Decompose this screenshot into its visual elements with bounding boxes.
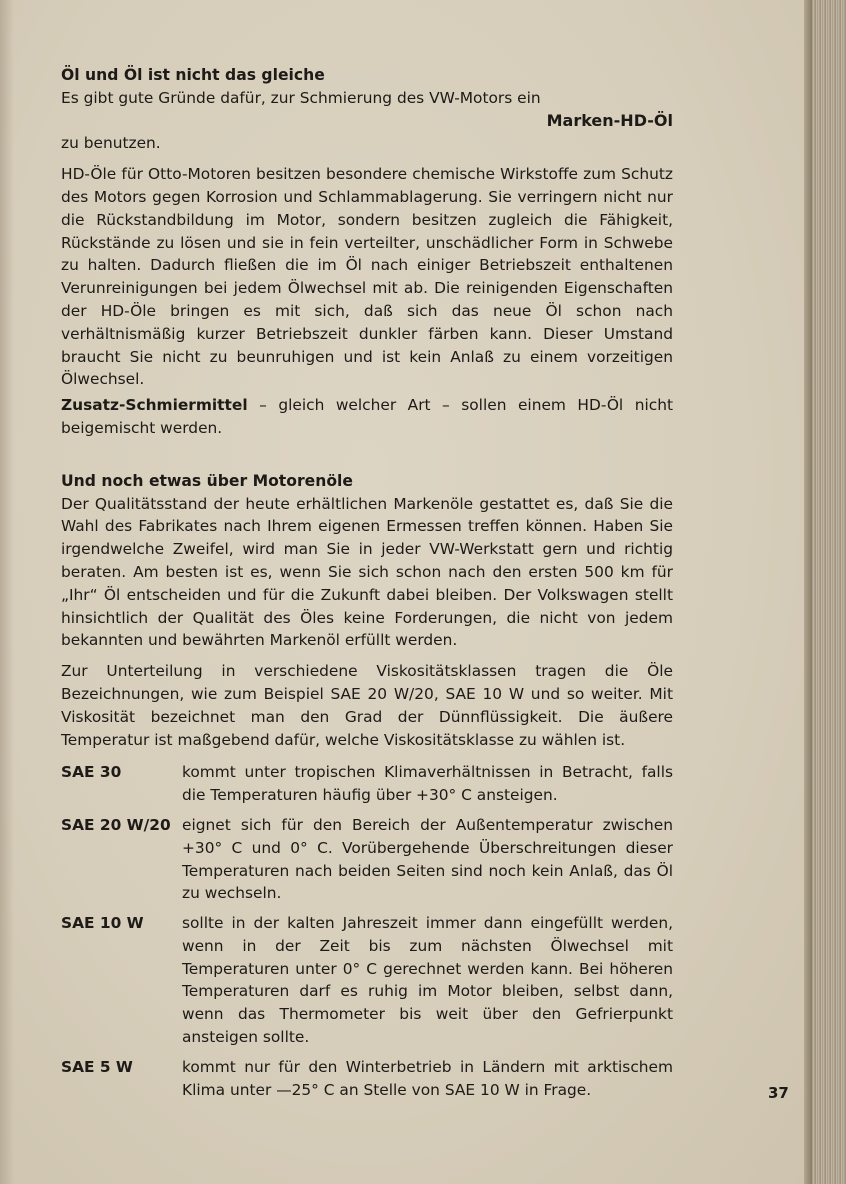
hd-oil-paragraph: HD-Öle für Otto-Motoren besitzen besondere chemische Wirkstoffe zum Schutz des Motors gegen Korrosion und Schlammablagerung. Sie verringern nicht nur die Rückstandbildung im Motor, sondern besitzen zugleich die Fähigkeit, Rückstände zu lösen und sie in fein verteilter, unschädlicher Form in Schwebe zu halten. Dadurch fließen die im Öl nach einiger Betriebszeit enthaltenen Verunreinigungen bei jedem Ölwechsel mit ab. Die reinigenden Eigenschaften der HD-Öle bringen es mit sich, daß sich das neue Öl schon nach verhältnismäßig kurzer Betriebszeit dunkler färben kann. Dieser Umstand braucht Sie nicht zu beunruhigen und ist kein Anlaß zu einem vorzeitigen Ölwechsel. (61, 165, 673, 389)
sae-label: SAE 5 W (61, 1057, 133, 1076)
additive-text: – gleich welcher Art – sollen einem HD-Öl nicht beigemischt werden. (61, 396, 673, 437)
viscosity-paragraph: Zur Unterteilung in verschiedene Viskositätsklassen tragen die Öle Bezeichnungen, wie zum Beispiel SAE 20 W/20, SAE 10 W und so weiter. Mit Viskosität bezeichnet man den Grad der Dünnflüssigkeit. Die äußere Temperatur ist maßgebend dafür, welche Viskositätsklasse zu wählen ist. (61, 662, 673, 749)
quality-paragraph: Der Qualitätsstand der heute erhältlichen Markenöle gestattet es, daß Sie die Wahl des Fabrikates nach Ihrem eigenen Ermessen treffen können. Haben Sie irgendwelche Zweifel, wird man Sie in jeder VW-Werkstatt gern und richtig beraten. Am besten ist es, wenn Sie sich schon nach den ersten 500 km für „Ihr“ Öl entscheiden und für die Zukunft dabei bleiben. Der Volkswagen stellt hinsichtlich der Qualität des Öles keine Forderungen, die nicht von jedem bekannten und bewährten Markenöl erfüllt werden. (61, 494, 673, 650)
sae-entry (61, 814, 673, 905)
section-heading-oil: Öl und Öl ist nicht das gleiche (61, 66, 325, 84)
sae-text: sollte in der kalten Jahreszeit immer dann eingefüllt werden, wenn in der Zeit bis zum nächsten Ölwechsel mit Temperaturen unter 0° C gerechnet werden kann. Bei höheren Temperaturen darf es ruhig im Motor bleiben, selbst dann, wenn das Thermometer bis weit über den Gefrierpunkt ansteigen sollte. (182, 914, 673, 1047)
sae-text: eignet sich für den Bereich der Außentemperatur zwischen +30° C und 0° C. Vorübergehende Überschreitungen dieser Temperaturen nach beiden Seiten sind noch kein Anlaß, das Öl zu wechseln. (182, 815, 673, 903)
sae-text: kommt unter tropischen Klimaverhältnissen in Betracht, falls die Temperaturen häufig über +30° C ansteigen. (182, 763, 673, 805)
intro-line: Es gibt gute Gründe dafür, zur Schmierung des VW-Motors ein (61, 88, 541, 107)
sae-label: SAE 30 (61, 763, 122, 782)
sae-text: kommt nur für den Winterbetrieb in Ländern mit arktischem Klima unter —25° C an Stelle von SAE 10 W in Frage. (182, 1057, 673, 1099)
additive-term: Zusatz-Schmiermittel (61, 396, 248, 415)
sae-entry (61, 1056, 673, 1102)
stacked-page-edges (812, 0, 846, 1184)
sae-entry (61, 912, 673, 1049)
sae-label: SAE 10 W (61, 914, 144, 933)
page-number: 37 (768, 1084, 789, 1102)
sae-label: SAE 20 W/20 (61, 815, 171, 834)
page-content (61, 64, 673, 1101)
gutter-shadow (0, 0, 14, 1184)
sae-entry (61, 761, 673, 807)
intro-end: zu benutzen. (61, 134, 161, 153)
section-heading-motor-oils: Und noch etwas über Motorenöle (61, 471, 353, 490)
additive-paragraph (61, 394, 673, 440)
intro-emphasis: Marken-HD-Öl (546, 110, 673, 130)
